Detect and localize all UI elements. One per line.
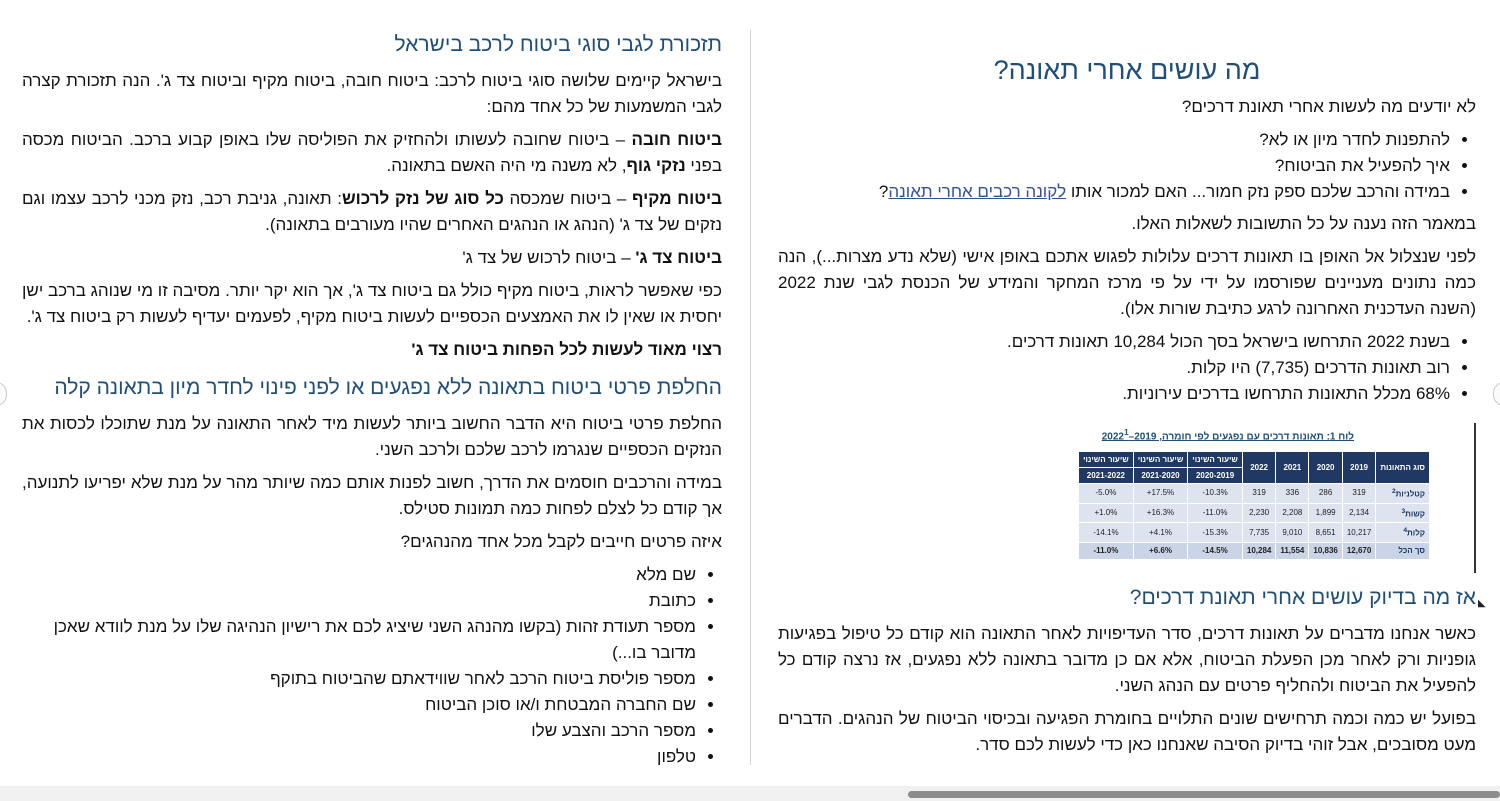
table-cell: -14.5% xyxy=(1188,542,1243,559)
table-cell: +1.0% xyxy=(1079,503,1134,523)
details-list xyxy=(22,562,722,770)
paragraph: איזה פרטים חייבים לקבל מכל אחד מהנהגים? xyxy=(400,532,722,551)
table-row xyxy=(1079,484,1430,504)
table-cell: 12,670 xyxy=(1342,542,1375,559)
horizontal-scrollbar[interactable] xyxy=(0,786,1500,801)
page-title: מה עושים אחרי תאונה? xyxy=(993,55,1261,85)
left-column xyxy=(22,22,722,776)
column-divider xyxy=(750,30,751,765)
table-cell: -5.0% xyxy=(1079,484,1134,504)
table-row xyxy=(1079,542,1430,559)
previous-page-arrow[interactable] xyxy=(0,382,7,406)
table-header-cell: סוג התאונות xyxy=(1376,452,1430,484)
table-cell: -15.3% xyxy=(1188,523,1243,543)
table-cell: +4.1% xyxy=(1133,523,1188,543)
accidents-table-figure xyxy=(778,423,1476,563)
table-cell: +16.3% xyxy=(1133,503,1188,523)
paragraph: ביטוח חובה – ביטוח שחובה לעשותו ולהחזיק את הפוליסה שלו באופן קבוע ברכב. הביטוח מכסה בפני נזקי גוף, לא משנה מי היה האשם בתאונה. xyxy=(22,130,722,175)
table-cell: 336 xyxy=(1276,484,1309,504)
list-item: • כתובת xyxy=(22,588,696,614)
statistics-list xyxy=(778,329,1476,407)
list-item: • רוב תאונות הדרכים (7,735) היו קלות. xyxy=(778,355,1450,381)
paragraph: במאמר הזה נענה על כל התשובות לשאלות האלו. xyxy=(1131,214,1476,233)
paragraph: כאשר אנחנו מדברים על תאונות דרכים, סדר העדיפויות לאחר התאונה הוא קודם כל טיפול בפגיעות גופניות ורק לאחר מכן הפעלת הביטוח, אלא אם כן מדובר בתאונה ללא נפגעים, אז נרצה קודם כל להפעיל את הביטוח ולהחליף פרטים עם הנהג השני. xyxy=(778,624,1476,695)
table-cell: 11,554 xyxy=(1276,542,1309,559)
table-header-cell: 2021-2022 xyxy=(1079,468,1134,484)
table-cell: 1,899 xyxy=(1309,503,1342,523)
table-cell: 319 xyxy=(1242,484,1275,504)
paragraph: החלפת פרטי ביטוח היא הדבר החשוב ביותר לעשות מיד לאחר התאונה על מנת שתוכלו לכסות את הנזקים הכספיים שנגרמו לרכב שלכם ולרכב השני. xyxy=(22,414,722,459)
table-header-cell: 2021-2020 xyxy=(1133,468,1188,484)
bold-term: ביטוח צד ג' xyxy=(635,248,722,267)
list-item: • במידה והרכב שלכם ספק נזק חמור... האם למכור אותו לקונה רכבים אחרי תאונה? xyxy=(778,179,1450,205)
table-cell: +6.6% xyxy=(1133,542,1188,559)
section-heading-insurance-types: תזכורת לגבי סוגי ביטוח לרכב בישראל xyxy=(394,33,722,56)
table-header-cell: שיעור השינוי xyxy=(1188,452,1243,468)
paragraph: לא יודעים מה לעשות אחרי תאונת דרכים? xyxy=(1181,97,1476,116)
list-item: • להתפנות לחדר מיון או לא? xyxy=(778,127,1450,153)
table-cell: 286 xyxy=(1309,484,1342,504)
table-header-cell: 2021 xyxy=(1276,452,1309,484)
list-item: • מספר פוליסת ביטוח הרכב לאחר שווידאתם שהביטוח בתוקף xyxy=(22,666,696,692)
cursor-icon: ◣ xyxy=(1478,598,1486,609)
list-item: • בשנת 2022 התרחשו בישראל בסך הכול 10,284 תאונות דרכים. xyxy=(778,329,1450,355)
accidents-table xyxy=(1078,451,1430,560)
bold-term: כל סוג של נזק לרכוש xyxy=(341,189,504,208)
paragraph: ביטוח צד ג' – ביטוח לרכוש של צד ג' xyxy=(462,248,722,267)
paragraph: לפני שנצלול אל האופן בו תאונות דרכים עלולות לפגוש אתכם באופן אישי (שלא נדע מצרות...), הנה כמה נתונים מעניינים שפורסמו על ידי על פי מרכז המחקר והמידע של הכנסת לגבי שנת 2022 (השנה העדכנית האחרונה לרגע כתיבת שורות אלו). xyxy=(778,247,1476,318)
paragraph: ביטוח מקיף – ביטוח שמכסה כל סוג של נזק לרכוש: תאונה, גניבת רכב, נזק מכני לרכב עצמו וגם נזקים של צד ג' (הנהג או הנהגים האחרים שהיו מעורבים בתאונה). xyxy=(22,189,722,234)
list-item: • מספר תעודת זהות (בקשו מהנהג השני שיציג לכם את רישיון הנהיגה שלו על מנת לוודא שאכן מדובר בו...) xyxy=(22,614,696,666)
bold-term: ביטוח חובה xyxy=(631,130,722,149)
figure-side-bar xyxy=(1474,423,1476,573)
list-item: • איך להפעיל את הביטוח? xyxy=(778,153,1450,179)
table-cell: 319 xyxy=(1342,484,1375,504)
paragraph: בפועל יש כמה וכמה תרחישים שונים התלויים בחומרת הפגיעה ובכיסוי הביטוח של הנהגים. הדברים מעט מסובכים, אבל זוהי בדיוק הסיבה שאנחנו כאן כדי לעשות לכם סדר. xyxy=(778,709,1476,754)
table-cell: 10,836 xyxy=(1309,542,1342,559)
table-cell: -10.3% xyxy=(1188,484,1243,504)
scrollbar-thumb[interactable] xyxy=(908,791,1500,798)
questions-list xyxy=(778,127,1476,205)
bold-recommendation: רצוי מאוד לעשות לכל הפחות ביטוח צד ג' xyxy=(411,340,722,359)
table-cell: -11.0% xyxy=(1188,503,1243,523)
list-item: • טלפון xyxy=(22,744,696,770)
next-page-arrow[interactable] xyxy=(1493,382,1500,406)
table-cell: 10,217 xyxy=(1342,523,1375,543)
table-row-label: קשות$^3$ xyxy=(1376,503,1430,523)
table-cell: 7,735 xyxy=(1242,523,1275,543)
table-cell: -11.0% xyxy=(1079,542,1134,559)
bold-term: ביטוח מקיף xyxy=(632,189,722,208)
right-column xyxy=(778,48,1476,765)
table-cell: 2,134 xyxy=(1342,503,1375,523)
table-header-cell: 2020 xyxy=(1309,452,1342,484)
table-row xyxy=(1079,523,1430,543)
table-header-cell: שיעור השינוי xyxy=(1133,452,1188,468)
table-caption: לוח 1: תאונות דרכים עם נפגעים לפי חומרה, 2019–2022$^1$ xyxy=(1101,427,1354,443)
table-cell: 10,284 xyxy=(1242,542,1275,559)
list-item: • שם מלא xyxy=(22,562,696,588)
table-cell: -14.1% xyxy=(1079,523,1134,543)
table-header-cell: 2019 xyxy=(1342,452,1375,484)
table-header-cell: 2022 xyxy=(1242,452,1275,484)
section-heading-what-to-do: אז מה בדיוק עושים אחרי תאונת דרכים? xyxy=(1129,586,1476,609)
list-item: • מספר הרכב והצבע שלו xyxy=(22,718,696,744)
table-cell: 2,230 xyxy=(1242,503,1275,523)
table-cell: +17.5% xyxy=(1133,484,1188,504)
table-row-label: סך הכל xyxy=(1376,542,1430,559)
table-row xyxy=(1079,503,1430,523)
list-item: • 68% מכלל התאונות התרחשו בדרכים עירוניות. xyxy=(778,381,1450,407)
car-buyer-link[interactable]: לקונה רכבים אחרי תאונה xyxy=(888,182,1067,201)
table-cell: 2,208 xyxy=(1276,503,1309,523)
table-cell: 8,651 xyxy=(1309,523,1342,543)
table-row-label: קלות$^4$ xyxy=(1376,523,1430,543)
bold-term: נזקי גוף xyxy=(626,156,686,175)
paragraph: כפי שאפשר לראות, ביטוח מקיף כולל גם ביטוח צד ג', אך הוא יקר יותר. מסיבה זו מי שנוהג ברכב ישן יחסית או שאין לו את האמצעים הכספיים לעשות ביטוח מקיף, לפעמים יעדיף לעשות רק ביטוח צד ג'. xyxy=(22,281,722,326)
table-header-cell: שיעור השינוי xyxy=(1079,452,1134,468)
table-header-cell: 2020-2019 xyxy=(1188,468,1243,484)
table-row-label: קטלניות$^2$ xyxy=(1376,484,1430,504)
table-body xyxy=(1079,484,1430,560)
paragraph: במידה והרכבים חוסמים את הדרך, חשוב לפנות אותם כמה שיותר מהר על מנת שלא יפריעו לתנועה, אך קודם כל לצלם לפחות כמה תמונות סטילס. xyxy=(22,473,722,518)
list-item: • שם החברה המבטחת ו/או סוכן הביטוח xyxy=(22,692,696,718)
table-cell: 9,010 xyxy=(1276,523,1309,543)
section-heading-exchange-details: החלפת פרטי ביטוח בתאונה ללא נפגעים או לפני פינוי לחדר מיון בתאונה קלה xyxy=(54,376,722,399)
paragraph: בישראל קיימים שלושה סוגי ביטוח לרכב: ביטוח חובה, ביטוח מקיף וביטוח צד ג'. הנה תזכורת קצרה לגבי המשמעות של כל אחד מהם: xyxy=(22,71,722,116)
